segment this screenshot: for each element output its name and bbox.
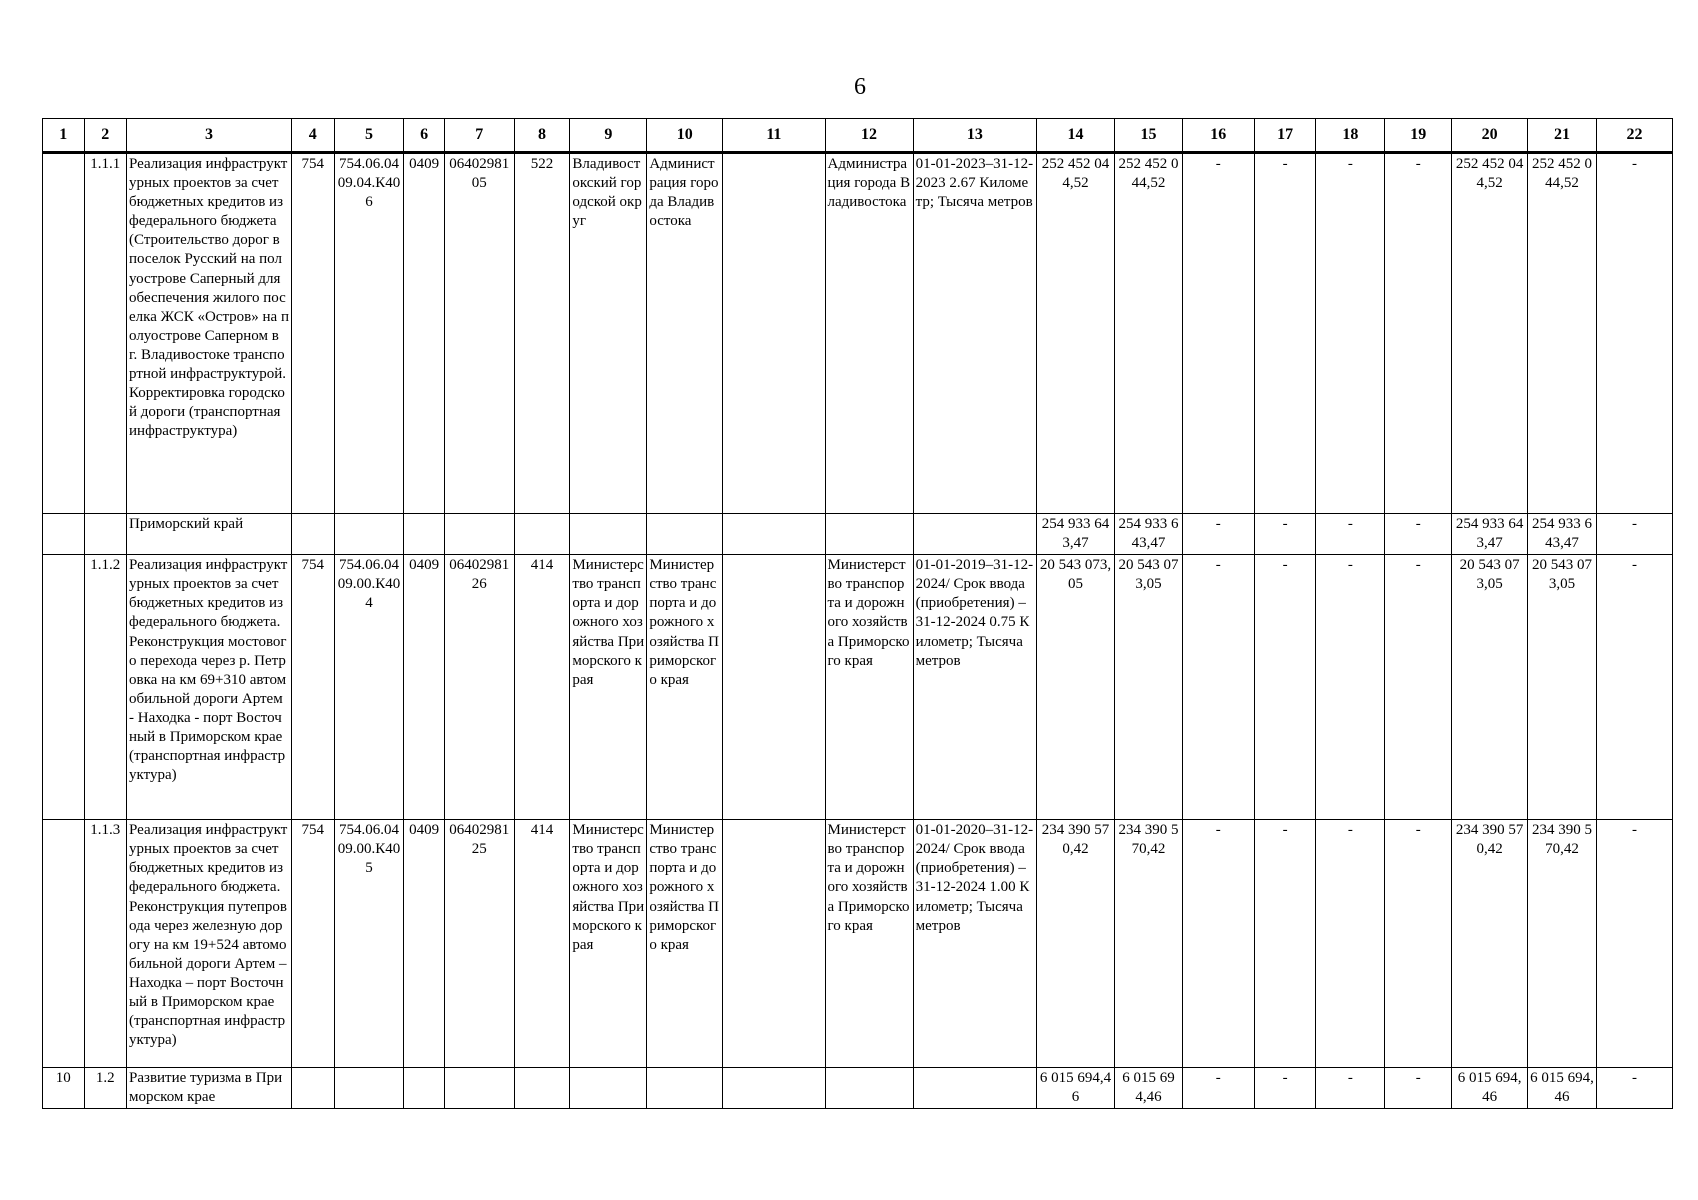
cell-project-name: Реализация инфраструктурных проектов за счет бюджетных кредитов из федерального бюджета (Строительство дорог в поселок Русский на полуострове Саперный для обеспечения жилого поселка ЖСК «Остров» на полуострове Саперном в г. Владивостоке транспортной инфраструктурой. Корректировка городской дороги (транспортная инфраструктура): [127, 153, 292, 514]
col-header: 9: [570, 119, 647, 153]
table-row: [43, 514, 1673, 555]
cell-dash: -: [1254, 1068, 1316, 1109]
cell-dash: -: [1385, 555, 1452, 820]
cell-dash: -: [1254, 153, 1316, 514]
cell-recipient: Министерство транспорта и дорожного хозяйства Приморского края: [647, 820, 723, 1068]
cell-recipient: Министерство транспорта и дорожного хозяйства Приморского края: [647, 555, 723, 820]
cell-dash: -: [1316, 555, 1385, 820]
cell-dash: -: [1316, 514, 1385, 555]
cell-dash: -: [1182, 153, 1254, 514]
cell-item-code: 1.1.3: [84, 820, 127, 1068]
cell-item-code: [84, 514, 127, 555]
cell-dash: -: [1385, 153, 1452, 514]
cell-amount: 6 015 694,46: [1115, 1068, 1183, 1109]
cell-amount: 254 933 643,47: [1528, 514, 1597, 555]
page-number: 6: [854, 74, 866, 100]
col-header: 3: [127, 119, 292, 153]
cell-dash: -: [1385, 820, 1452, 1068]
cell-dash: -: [1596, 555, 1672, 820]
cell-item-code: 1.2: [84, 1068, 127, 1109]
cell-dash: -: [1182, 1068, 1254, 1109]
cell-budget-code: 754.06.0409.04.К406: [334, 153, 404, 514]
col-header: 2: [84, 119, 127, 153]
cell-amount: 20 543 073,05: [1528, 555, 1597, 820]
col-header: 8: [514, 119, 570, 153]
cell-col11: [723, 1068, 825, 1109]
col-header: 12: [825, 119, 913, 153]
cell-dash: -: [1254, 555, 1316, 820]
cell-expense-type: 414: [514, 820, 570, 1068]
table-row: [43, 555, 1673, 820]
cell-amount: 254 933 643,47: [1452, 514, 1528, 555]
col-header: 4: [292, 119, 335, 153]
col-header: 5: [334, 119, 404, 153]
cell-customer: [825, 1068, 913, 1109]
cell-row-number: [43, 820, 85, 1068]
cell-municipality: Министерство транспорта и дорожного хозяйства Приморского края: [570, 820, 647, 1068]
header-row: [43, 119, 1673, 153]
cell-amount: 252 452 044,52: [1528, 153, 1597, 514]
cell-amount: 20 543 073,05: [1037, 555, 1115, 820]
col-header: 17: [1254, 119, 1316, 153]
cell-dash: -: [1182, 820, 1254, 1068]
cell-amount: 252 452 044,52: [1452, 153, 1528, 514]
cell-dash: -: [1385, 1068, 1452, 1109]
cell-period-capacity: 01-01-2019–31-12-2024/ Срок ввода (приобретения) – 31-12-2024 0.75 Километр; Тысяча метров: [913, 555, 1037, 820]
cell-amount: 20 543 073,05: [1115, 555, 1183, 820]
cell-amount: 252 452 044,52: [1115, 153, 1183, 514]
cell-row-number: [43, 514, 85, 555]
cell-recipient: Администрация города Владивостока: [647, 153, 723, 514]
cell-expense-type: 522: [514, 153, 570, 514]
cell-grbs: 754: [292, 153, 335, 514]
cell-row-number: [43, 555, 85, 820]
cell-section: [404, 1068, 444, 1109]
cell-grbs: [292, 514, 335, 555]
cell-item-code: 1.1.1: [84, 153, 127, 514]
col-header: 7: [444, 119, 514, 153]
cell-project-name: Реализация инфраструктурных проектов за счет бюджетных кредитов из федерального бюджета. Реконструкция путепровода через железную дорогу на км 19+524 автомобильной дороги Артем – Находка – порт Восточный в Приморском крае (транспортная инфраструктура): [127, 820, 292, 1068]
cell-amount: 234 390 570,42: [1528, 820, 1597, 1068]
col-header: 19: [1385, 119, 1452, 153]
cell-col11: [723, 820, 825, 1068]
col-header: 16: [1182, 119, 1254, 153]
col-header: 13: [913, 119, 1037, 153]
cell-section: 0409: [404, 555, 444, 820]
cell-amount: 6 015 694,46: [1037, 1068, 1115, 1109]
cell-dash: -: [1316, 153, 1385, 514]
cell-municipality: Владивостокский городской округ: [570, 153, 647, 514]
cell-period-capacity: 01-01-2020–31-12-2024/ Срок ввода (приобретения) – 31-12-2024 1.00 Километр; Тысяча метров: [913, 820, 1037, 1068]
cell-amount: 20 543 073,05: [1452, 555, 1528, 820]
cell-amount: 6 015 694,46: [1452, 1068, 1528, 1109]
cell-amount: 234 390 570,42: [1037, 820, 1115, 1068]
cell-period-capacity: [913, 514, 1037, 555]
cell-expense-type: [514, 1068, 570, 1109]
cell-target-article: [444, 514, 514, 555]
cell-dash: -: [1316, 1068, 1385, 1109]
col-header: 14: [1037, 119, 1115, 153]
cell-expense-type: [514, 514, 570, 555]
table-row: [43, 820, 1673, 1068]
cell-target-article: [444, 1068, 514, 1109]
budget-table: [42, 118, 1673, 1109]
cell-row-number: 10: [43, 1068, 85, 1109]
cell-grbs: [292, 1068, 335, 1109]
col-header: 21: [1528, 119, 1597, 153]
cell-section: 0409: [404, 820, 444, 1068]
cell-target-article: 0640298126: [444, 555, 514, 820]
cell-budget-code: [334, 1068, 404, 1109]
cell-amount: 234 390 570,42: [1115, 820, 1183, 1068]
table-row: [43, 1068, 1673, 1109]
cell-recipient: [647, 514, 723, 555]
cell-budget-code: [334, 514, 404, 555]
cell-dash: -: [1596, 820, 1672, 1068]
cell-target-article: 0640298105: [444, 153, 514, 514]
cell-col11: [723, 153, 825, 514]
cell-amount: 254 933 643,47: [1115, 514, 1183, 555]
col-header: 10: [647, 119, 723, 153]
cell-project-name: Приморский край: [127, 514, 292, 555]
cell-row-number: [43, 153, 85, 514]
cell-dash: -: [1596, 514, 1672, 555]
cell-grbs: 754: [292, 555, 335, 820]
cell-period-capacity: [913, 1068, 1037, 1109]
cell-dash: -: [1254, 820, 1316, 1068]
col-header: 15: [1115, 119, 1183, 153]
cell-customer: Министерство транспорта и дорожного хозяйства Приморского края: [825, 555, 913, 820]
col-header: 6: [404, 119, 444, 153]
cell-amount: 234 390 570,42: [1452, 820, 1528, 1068]
cell-recipient: [647, 1068, 723, 1109]
cell-amount: 254 933 643,47: [1037, 514, 1115, 555]
cell-dash: -: [1254, 514, 1316, 555]
cell-dash: -: [1182, 555, 1254, 820]
cell-dash: -: [1596, 1068, 1672, 1109]
cell-col11: [723, 555, 825, 820]
table-row: [43, 153, 1673, 514]
cell-section: [404, 514, 444, 555]
cell-amount: 252 452 044,52: [1037, 153, 1115, 514]
cell-customer: Администрация города Владивостока: [825, 153, 913, 514]
cell-customer: Министерство транспорта и дорожного хозяйства Приморского края: [825, 820, 913, 1068]
cell-target-article: 0640298125: [444, 820, 514, 1068]
cell-item-code: 1.1.2: [84, 555, 127, 820]
col-header: 18: [1316, 119, 1385, 153]
cell-dash: -: [1316, 820, 1385, 1068]
cell-municipality: Министерство транспорта и дорожного хозяйства Приморского края: [570, 555, 647, 820]
col-header: 22: [1596, 119, 1672, 153]
cell-project-name: Реализация инфраструктурных проектов за счет бюджетных кредитов из федерального бюджета. Реконструкция мостового перехода через р. Петровка на км 69+310 автомобильной дороги Артем - Находка - порт Восточный в Приморском крае (транспортная инфраструктура): [127, 555, 292, 820]
cell-dash: -: [1182, 514, 1254, 555]
cell-amount: 6 015 694,46: [1528, 1068, 1597, 1109]
cell-project-name: Развитие туризма в Приморском крае: [127, 1068, 292, 1109]
col-header: 11: [723, 119, 825, 153]
col-header: 20: [1452, 119, 1528, 153]
cell-budget-code: 754.06.0409.00.К404: [334, 555, 404, 820]
cell-period-capacity: 01-01-2023–31-12-2023 2.67 Километр; Тысяча метров: [913, 153, 1037, 514]
cell-budget-code: 754.06.0409.00.К405: [334, 820, 404, 1068]
cell-dash: -: [1596, 153, 1672, 514]
cell-section: 0409: [404, 153, 444, 514]
cell-grbs: 754: [292, 820, 335, 1068]
cell-dash: -: [1385, 514, 1452, 555]
cell-municipality: [570, 1068, 647, 1109]
cell-customer: [825, 514, 913, 555]
cell-municipality: [570, 514, 647, 555]
cell-expense-type: 414: [514, 555, 570, 820]
col-header: 1: [43, 119, 85, 153]
cell-col11: [723, 514, 825, 555]
